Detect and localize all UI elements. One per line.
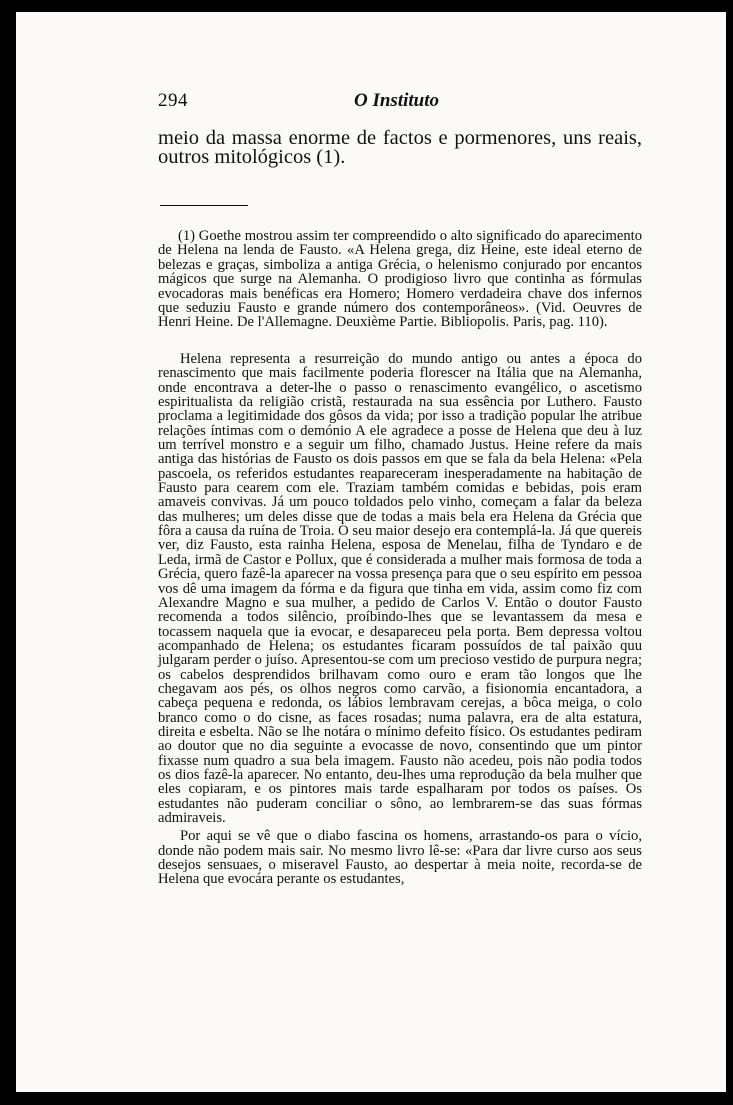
footnote: (1) Goethe mostrou assim ter compreendido o alto significado do aparecimento de Helena na lenda de Fausto. «A Helena grega, diz Heine, este ideal eterno de belezas e graças, simboliza a antiga Grécia, o helenismo conjurado por encantos mágicos que surge na Alemanha. O prodigioso livro que continha as fórmulas evocadoras mais benéficas era Homero; Homero verdadeira chave dos infernos que seduziu Fausto e grande número dos contemporâneos». (Vid. Oeuvres de Henri Heine. De l'Allemagne. Deuxième Partie. Bibliopolis. Paris, pag. 110). — [158, 228, 642, 331]
page-number: 294 — [158, 90, 188, 111]
body-text — [158, 352, 642, 891]
footnote-rule — [160, 205, 248, 206]
running-head: O Instituto — [354, 90, 440, 111]
page-header — [158, 90, 626, 114]
paragraph: Helena representa a resurreição do mundo antigo ou antes a época do renascimento que mais facilmente poderia florescer na Itália que na Alemanha, onde encontrava a deter-lhe o passo o renascimento evangélico, o ascetismo espiritualista da religião cristã, restaurada na sua essência por Luthero. Fausto proclama a legitimidade dos gôsos da vida; por isso a tradição popular lhe atribue relações íntimas com o demónio A ele agradece a posse de Helena que deu à luz um terrível monstro e a seguir um filho, chamado Justus. Heine refere da mais antiga das histórias de Fausto os dois passos em que se fala da bela Helena: «Pela pascoela, os referidos estudantes reapareceram inesperadamente na habitação de Fausto para cearem com ele. Traziam também comidas e bebidas, pois eram amaveis convivas. Já um pouco toldados pelo vinho, começam a falar da beleza das mulheres; um deles disse que de todas a mais bela era Helena da Grécia que fôra a causa da ruína de Troia. O seu maior desejo era contemplá-la. Já que quereis ver, diz Fausto, esta rainha Helena, esposa de Menelau, filha de Tyndaro e de Leda, irmã de Castor e Pollux, que é considerada a mulher mais formosa de toda a Grécia, quero fazê-la aparecer na vossa presença para que o seu espírito em pessoa vos dê uma imagem da fórma e da figura que tinha em vida, assim como fiz com Alexandre Magno e sua mulher, a pedido de Carlos V. Então o doutor Fausto recomenda a todos silêncio, proíbindo-lhes que se levantassem da mesa e tocassem naquela que ia evocar, e desapareceu pela porta. Bem depressa voltou acompanhado de Helena; os estudantes ficaram possuídos de tal paixão quu julgaram perder o juíso. Apresentou-se com um precioso vestido de purpura negra; os cabelos desprendidos brilhavam como ouro e eram tão longos que lhe chegavam aos pés, os olhos negros como carvão, a fisionomia encantadora, a cabeça pequena e redonda, os lábios lembravam cerejas, a bôca meiga, o colo branco como o do cisne, as faces rosadas; numa palavra, era de alta estatura, direita e esbelta. Não se lhe notára o mínimo defeito físico. Os estudantes pediram ao doutor que no dia seguinte a evocasse de novo, consentindo que um pintor fixasse num quadro a sua bela imagem. Fausto não acedeu, pois não podia todos os dios fazê-la aparecer. No entanto, deu-lhes uma reprodução da bela mulher que eles copiaram, e os pintores mais tarde espalharam por todos os países. Os estudantes não puderam conciliar o sôno, ao lembrarem-se das suas fórmas admiraveis. — [158, 351, 642, 826]
book-page — [16, 12, 726, 1092]
continued-paragraph: meio da massa enorme de factos e pormenores, uns reais, outros mitológicos (1). — [158, 127, 642, 168]
paragraph: Por aqui se vê que o diabo fascina os homens, arrastando-os para o vício, donde não podem mais sair. No mesmo livro lê-se: «Para dar livre curso aos seus desejos sensuaes, o miseravel Fausto, ao despertar à meia noite, recorda-se de Helena que evocára perante os estudantes, — [158, 828, 642, 888]
